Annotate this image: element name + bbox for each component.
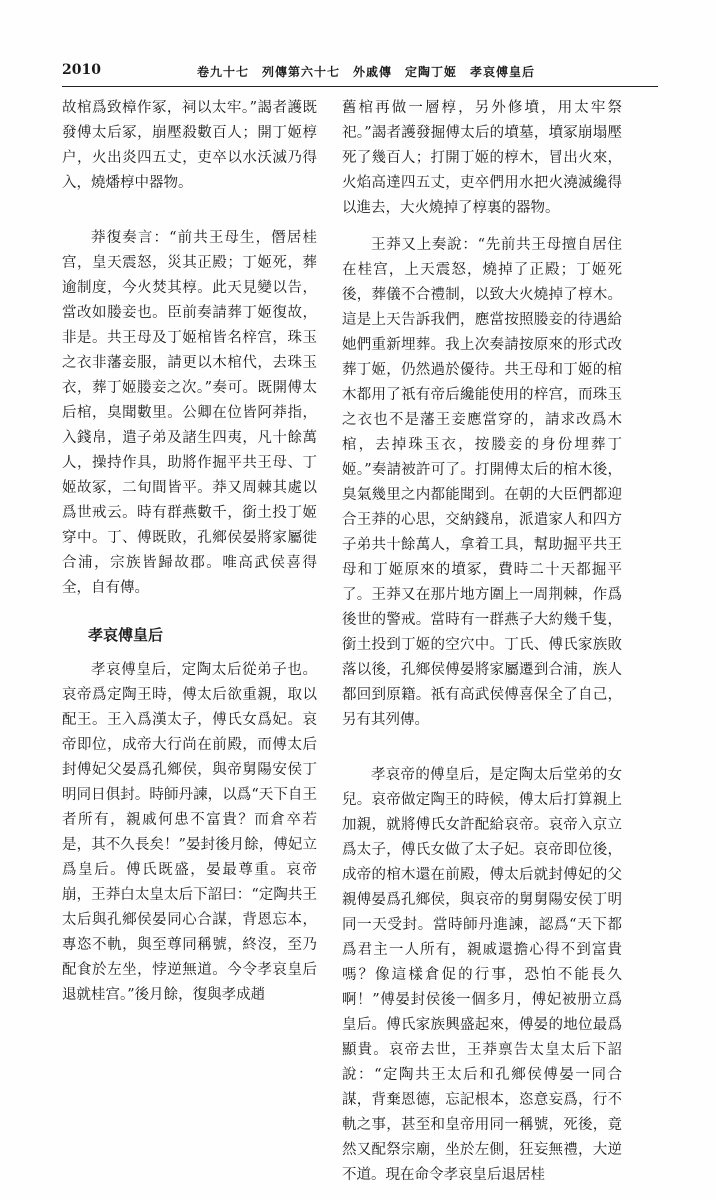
section-heading: 孝哀傅皇后 (88, 626, 164, 644)
translation-paragraph-3: 孝哀帝的傅皇后，是定陶太后堂弟的女兒。哀帝做定陶王的時候，傅太后打算親上加親，就將傅氏女許配給哀帝。哀帝入京立爲太子，傅氏女做了太子妃。哀帝即位後，成帝的棺木還在前殿，傅太后就封傅妃的父親傅晏爲孔鄉侯，與哀帝的舅舅陽安侯丁明同一天受封。當時師丹進諫，認爲“天下都爲君主一人所有，親戚還擔心得不到富貴嗎？像這樣倉促的行事，恐怕不能長久啊！”傅晏封侯後一個多月，傅妃被册立爲皇后。傅氏家族興盛起來，傅晏的地位最爲顯貴。哀帝去世，王莽禀告太皇太后下詔說：“定陶共王太后和孔鄉侯傅晏一同合謀，背棄恩德，忘記根本，恣意妄爲，行不軌之事，甚至和皇帝用同一稱號，死後，竟然又配祭宗廟，坐於左側，狂妄無禮，大逆不道。現在命令孝哀皇后退居桂 (342, 767, 622, 1183)
page-header (62, 62, 662, 84)
translation-paragraph-1: 舊棺再做一層椁，另外修墳，用太牢祭祀。”謁者護發掘傅太后的墳墓，墳冢崩塌壓死了幾百人；打開丁姬的椁木，冒出火來，火焰高達四五丈，吏卒們用水把火澆滅纔得以進去，大火燒掉了椁裏的器物。 (342, 100, 622, 216)
header-rule (62, 86, 658, 87)
translation-column (342, 96, 622, 1200)
classical-paragraph-3: 孝哀傅皇后，定陶太后從弟子也。哀帝爲定陶王時，傅太后欲重親，取以配王。王入爲漢太子，傅氏女爲妃。哀帝即位，成帝大行尚在前殿，而傅太后封傅妃父晏爲孔鄉侯，與帝舅陽安侯丁明同日俱封。時師丹諫，以爲“天下自王者所有，親戚何患不富貴？而倉卒若是，其不久長矣！”晏封後月餘，傅妃立爲皇后。傅氏既盛，晏最尊重。哀帝崩，王莽白太皇太后下詔曰：“定陶共王太后與孔鄉侯晏同心合謀，背恩忘本，專恣不軌，與至尊同稱號，終沒，至乃配食於左坐，悖逆無道。今令孝哀皇后退就桂宫。”後月餘，復與孝成趙 (62, 662, 317, 1003)
page-number: 2010 (62, 62, 101, 78)
classical-paragraph-2: 莽復奏言：“前共王母生，僭居桂宫，皇天震怒，災其正殿；丁姬死，葬逾制度，今火焚其椁。此天見變以告，當改如媵妾也。臣前奏請葬丁姬復故，非是。共王母及丁姬棺皆名梓宫，珠玉之衣非藩妾服，請更以木棺代，去珠玉衣，葬丁姬媵妾之次。”奏可。既開傅太后棺，臭聞數里。公卿在位皆阿莽指，入錢帛，遣子弟及諸生四夷，凡十餘萬人，操持作具，助將作掘平共王母、丁姬故冢，二旬間皆平。莽又周棘其處以爲世戒云。時有群燕數千，銜土投丁姬穿中。丁、傅既敗，孔鄉侯晏將家屬徙合浦，宗族皆歸故郡。唯高武侯喜得全，自有傳。 (62, 230, 317, 596)
classical-text-column (62, 96, 317, 1020)
running-title: 卷九十七 列傳第六十七 外戚傳 定陶丁姬 孝哀傅皇后 (197, 65, 536, 79)
translation-paragraph-2: 王莽又上奏說：“先前共王母擅自居住在桂宫，上天震怒，燒掉了正殿；丁姬死後，葬儀不合禮制，以致大火燒掉了椁木。這是上天告訴我們，應當按照媵妾的待遇給她們重新埋葬。我上次奏請按原來的形式改葬丁姬，仍然過於優待。共王母和丁姬的棺木都用了祇有帝后纔能使用的梓宫，而珠玉之衣也不是藩王妾應當穿的，請求改爲木棺，去掉珠玉衣，按媵妾的身份埋葬丁姬。”奏請被許可了。打開傅太后的棺木後，臭氣幾里之内都能聞到。在朝的大臣們都迎合王莽的心思，交納錢帛，派遣家人和四方子弟共十餘萬人，拿着工具，幫助掘平共王母和丁姬原來的墳冢，費時二十天都掘平了。王莽又在那片地方圍上一周荆棘，作爲後世的警戒。當時有一群燕子大約幾千隻，銜土投到丁姬的空穴中。丁氏、傅氏家族敗落以後，孔鄉侯傅晏將家屬遷到合浦，族人都回到原籍。祇有高武侯傅喜保全了自己，另有其列傳。 (342, 237, 622, 728)
classical-paragraph-1: 故棺爲致樟作冢，祠以太牢。”謁者護既發傅太后冢，崩壓殺數百人；開丁姬椁户，火出炎四五丈，吏卒以水沃滅乃得入，燒燔椁中器物。 (62, 100, 317, 191)
